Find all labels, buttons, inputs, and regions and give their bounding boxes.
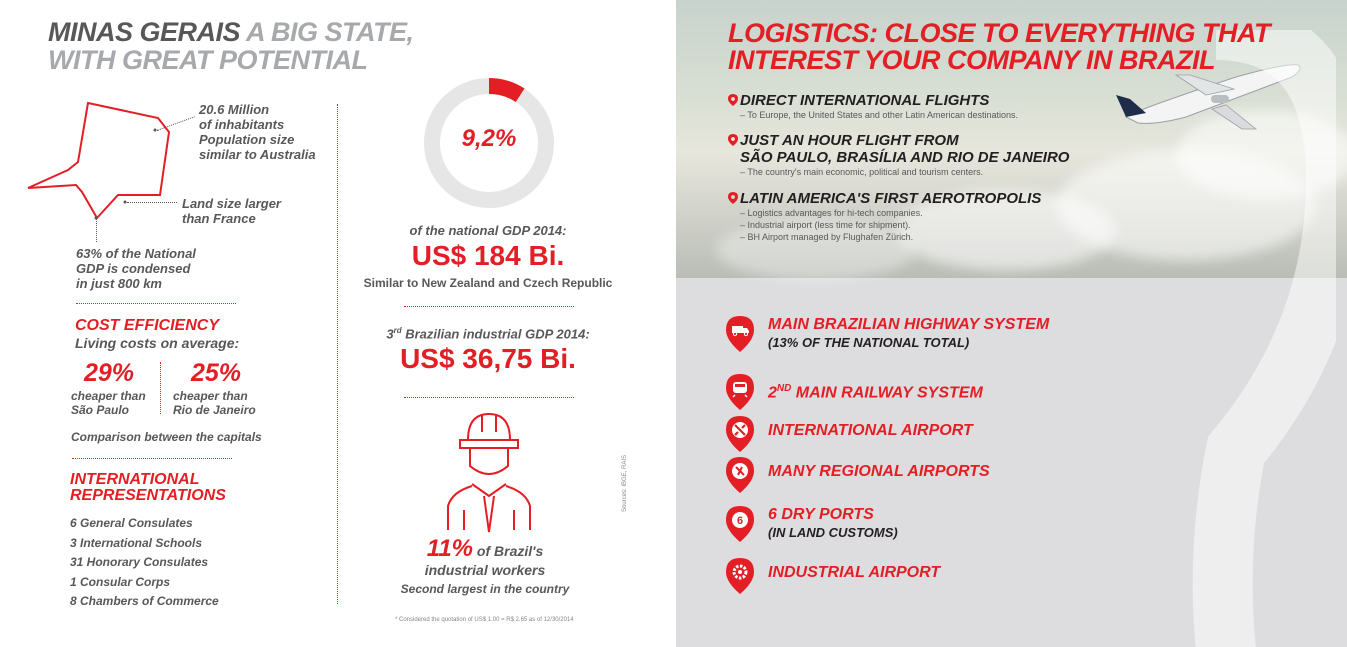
worker-icon bbox=[442, 410, 536, 534]
population-line: Population size bbox=[199, 132, 295, 147]
logistics-item-sub: – Logistics advantages for hi-tech companies. bbox=[740, 208, 923, 218]
list-item: 31 Honorary Consulates bbox=[70, 555, 209, 569]
gdp-caption: of the national GDP 2014: bbox=[409, 223, 567, 238]
population-line: 20.6 Million bbox=[199, 102, 270, 117]
footnote: * Considered the quotation of US$ 1.00 = R$ 2.65 as of 12/30/2014 bbox=[395, 617, 574, 623]
logistics-title bbox=[728, 20, 1270, 74]
divider bbox=[404, 397, 574, 398]
feature-label: MAIN BRAZILIAN HIGHWAY SYSTEM bbox=[768, 316, 1050, 333]
land-size-text bbox=[182, 196, 281, 226]
svg-text:6: 6 bbox=[736, 515, 744, 527]
logistics-item-sub: – Industrial airport (less time for shipment). bbox=[740, 220, 911, 230]
cost-label-line: São Paulo bbox=[71, 403, 130, 417]
logistics-item bbox=[728, 190, 1041, 243]
location-pin-icon bbox=[728, 134, 738, 146]
feature-regional-airports bbox=[726, 457, 990, 493]
population-text bbox=[199, 102, 316, 162]
divider bbox=[404, 306, 574, 307]
gdp-similar: Similar to New Zealand and Czech Republic bbox=[363, 276, 613, 290]
land-line: than France bbox=[182, 211, 256, 226]
donut-slice bbox=[489, 86, 520, 95]
title-light-1: A BIG STATE, bbox=[240, 17, 414, 47]
title-dark: MINAS GERAIS bbox=[48, 17, 241, 47]
list-item: 3 International Schools bbox=[70, 535, 203, 550]
workers-text-1: of Brazil's bbox=[473, 543, 544, 559]
column-divider bbox=[337, 104, 338, 604]
feature-railway bbox=[726, 374, 983, 410]
logistics-item-sub: – BH Airport managed by Flughafen Zürich. bbox=[740, 232, 914, 242]
feature-industrial-airport bbox=[726, 558, 940, 594]
workers-text-2: industrial workers bbox=[424, 562, 546, 578]
background-pin-shape bbox=[1096, 30, 1336, 647]
population-line: similar to Australia bbox=[199, 147, 316, 162]
divider bbox=[76, 303, 236, 304]
pointer-line-land bbox=[127, 202, 177, 203]
gear-icon bbox=[726, 558, 754, 594]
logistics-title-line: LOGISTICS: CLOSE TO EVERYTHING THAT bbox=[728, 18, 1271, 48]
ind-caption-sup: rd bbox=[393, 326, 402, 335]
logistics-title-line: INTEREST YOUR COMPANY IN BRAZIL bbox=[728, 45, 1216, 75]
donut-value: 9,2% bbox=[461, 125, 517, 152]
small-plane-icon bbox=[726, 457, 754, 493]
cost-label-sao-paulo bbox=[71, 389, 146, 417]
population-line: of inhabitants bbox=[199, 117, 285, 132]
feature-label-text: MAIN RAILWAY SYSTEM bbox=[791, 384, 983, 402]
ind-caption-num: 3 bbox=[386, 326, 394, 342]
cost-sub: Living costs on average: bbox=[75, 335, 240, 351]
number-six-icon bbox=[726, 506, 754, 542]
cost-label-rio bbox=[173, 389, 256, 417]
feature-highway bbox=[726, 316, 1049, 352]
intl-heading-line: INTERNATIONAL bbox=[70, 471, 200, 488]
title-light-2: WITH GREAT POTENTIAL bbox=[48, 45, 368, 75]
logistics-item-sub: – To Europe, the United States and other Latin American destinations. bbox=[740, 110, 1019, 120]
feature-label: INDUSTRIAL AIRPORT bbox=[768, 564, 941, 581]
comparison-text: Comparison between the capitals bbox=[71, 430, 262, 444]
logistics-item bbox=[728, 92, 1018, 121]
cost-label-line: Rio de Janeiro bbox=[173, 403, 256, 417]
feature-label-sup: ND bbox=[776, 383, 792, 394]
gdp-condensed-line: 63% of the National bbox=[76, 246, 196, 261]
location-pin-icon bbox=[728, 192, 738, 204]
logistics-item-heading: DIRECT INTERNATIONAL FLIGHTS bbox=[740, 92, 990, 109]
intl-heading-line: REPRESENTATIONS bbox=[70, 487, 226, 504]
list-item: 1 Consular Corps bbox=[70, 574, 171, 589]
right-page bbox=[676, 0, 1347, 647]
workers-text bbox=[370, 535, 600, 598]
list-item: 6 General Consulates bbox=[70, 516, 193, 530]
gdp-value: US$ 184 Bi. bbox=[411, 240, 565, 271]
feature-label bbox=[768, 380, 983, 402]
gdp-condensed-line: GDP is condensed bbox=[76, 261, 191, 276]
plane-icon bbox=[726, 416, 754, 452]
feature-label: 6 DRY PORTS bbox=[768, 506, 874, 523]
industrial-value: US$ 36,75 Bi. bbox=[400, 343, 576, 374]
pointer-line-gdp bbox=[96, 218, 97, 242]
feature-label-2: (13% OF THE NATIONAL TOTAL) bbox=[768, 335, 970, 350]
feature-dry-ports bbox=[726, 506, 898, 542]
truck-icon bbox=[726, 316, 754, 352]
feature-label: INTERNATIONAL AIRPORT bbox=[768, 422, 973, 439]
divider bbox=[72, 458, 232, 459]
gdp-condensed-line: in just 800 km bbox=[76, 276, 162, 291]
page-title bbox=[48, 18, 414, 74]
intl-list bbox=[70, 514, 219, 612]
industrial-caption bbox=[343, 326, 633, 341]
cost-label-line: cheaper than bbox=[173, 389, 248, 403]
logistics-item-sub: – The country's main economic, political and tourism centers. bbox=[740, 167, 984, 177]
logistics-item bbox=[728, 132, 1069, 178]
feature-intl-airport bbox=[726, 416, 973, 452]
logistics-item-heading-2: SÃO PAULO, BRASÍLIA AND RIO DE JANEIRO bbox=[740, 149, 1070, 166]
feature-label-2: (IN LAND CUSTOMS) bbox=[768, 525, 898, 540]
cost-pct-sao-paulo: 29% bbox=[84, 359, 135, 387]
location-pin-icon bbox=[728, 94, 738, 106]
list-item: 8 Chambers of Commerce bbox=[70, 594, 219, 608]
feature-label: MANY REGIONAL AIRPORTS bbox=[768, 463, 990, 480]
train-icon bbox=[726, 374, 754, 410]
sources-note: Sources: IBGE, RAIS bbox=[622, 454, 628, 512]
workers-text-3: Second largest in the country bbox=[400, 582, 570, 596]
gdp-condensed-text bbox=[76, 246, 196, 291]
intl-heading bbox=[70, 472, 226, 504]
cost-label-line: cheaper than bbox=[71, 389, 146, 403]
ind-caption-text: Brazilian industrial GDP 2014: bbox=[401, 326, 590, 342]
workers-pct: 11% bbox=[426, 535, 474, 562]
feature-label-num: 2 bbox=[768, 384, 777, 402]
land-line: Land size larger bbox=[182, 196, 281, 211]
logistics-item-heading: JUST AN HOUR FLIGHT FROM bbox=[740, 132, 959, 149]
cost-pct-rio: 25% bbox=[191, 359, 242, 387]
cost-efficiency-heading: COST EFFICIENCY bbox=[75, 317, 220, 334]
logistics-item-heading: LATIN AMERICA'S FIRST AEROTROPOLIS bbox=[740, 190, 1042, 207]
divider-vertical bbox=[160, 362, 161, 414]
